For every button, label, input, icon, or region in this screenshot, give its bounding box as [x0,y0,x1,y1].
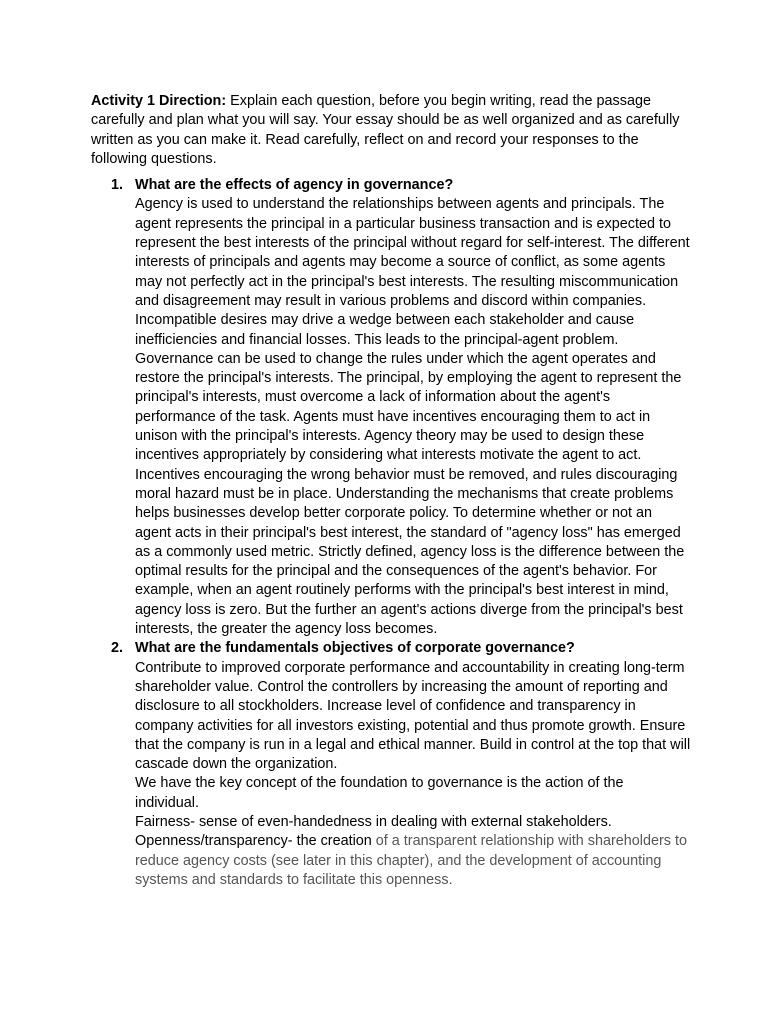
answer-paragraph: Agency is used to understand the relationships between agents and principals. The agent represents the principal in a particular business transaction and is expected to represent the best interests of the principal without regard for self-interest. The different interests of principals and agents may become a source of conflict, as some agents may not perfectly act in the principal's best interests. The resulting miscommunication and disagreement may result in various problems and discord within companies. Incompatible desires may drive a wedge between each stakeholder and cause inefficiencies and financial losses. This leads to the principal-agent problem. [135,196,690,348]
document-body [91,92,691,890]
question-title: What are the effects of agency in governance? [135,177,454,194]
intro-label: Activity 1 Direction: [91,93,227,109]
answer-paragraph: Contribute to improved corporate performance and accountability in creating long-term shareholder value. Control the controllers by increasing the amount of reporting and disclosure to all stockholders. Increase level of confidence and transparency in company activities for all investors existing, potential and thus promote growth. Ensure that the company is run in a legal and ethical manner. Build in control at the top that will cascade down the organization. [135,659,691,773]
question-number: 2. [111,640,124,657]
intro-text: Explain each question, before you begin writing, read the passage carefully and plan what you will say. Your essay should be as well organized and as carefully written as you can make it. Read carefully, reflect on and record your responses to the following questions. [91,93,680,167]
answer-text-dark: Openness/transparency- the creation [135,833,372,850]
answer-paragraph: Governance can be used to change the rules under which the agent operates and restore the principal's interests. The principal, by employing the agent to represent the principal's interests, must overcome a lack of information about the agent's performance of the task. Agents must have incentives encouraging them to act in unison with the principal's interests. Agency theory may be used to design these incentives appropriately by considering what interests motivate the agent to act. Incentives encouraging the wrong behavior must be removed, and rules discouraging moral hazard must be in place. Understanding the mechanisms that create problems helps businesses develop better corporate policy. To determine whether or not an agent acts in their principal's best interest, the standard of "agency loss" has emerged as a commonly used metric. Strictly defined, agency loss is the difference between the optimal results for the principal and the consequences of the agent's behavior. For example, when an agent routinely performs with the principal's best interest in mind, agency loss is zero. But the further an agent's actions diverge from the principal's best interests, the greater the agency loss becomes. [135,350,685,638]
question-item-1 [91,176,691,639]
answer-paragraph-last [135,832,691,890]
question-list [91,176,691,890]
answer-text-faded: of a transparent relationship with shareholders to reduce agency costs (see later in this chapter), and the development of accounting systems and standards to facilitate this openness. [135,833,687,888]
question-number: 1. [111,177,124,194]
question-title: What are the fundamentals objectives of corporate governance? [135,640,575,657]
answer-paragraph: Fairness- sense of even-handedness in dealing with external stakeholders. [135,813,612,830]
question-item-2 [91,639,691,890]
answer-paragraph: We have the key concept of the foundation to governance is the action of the individual. [135,775,624,811]
intro-paragraph [91,92,691,169]
